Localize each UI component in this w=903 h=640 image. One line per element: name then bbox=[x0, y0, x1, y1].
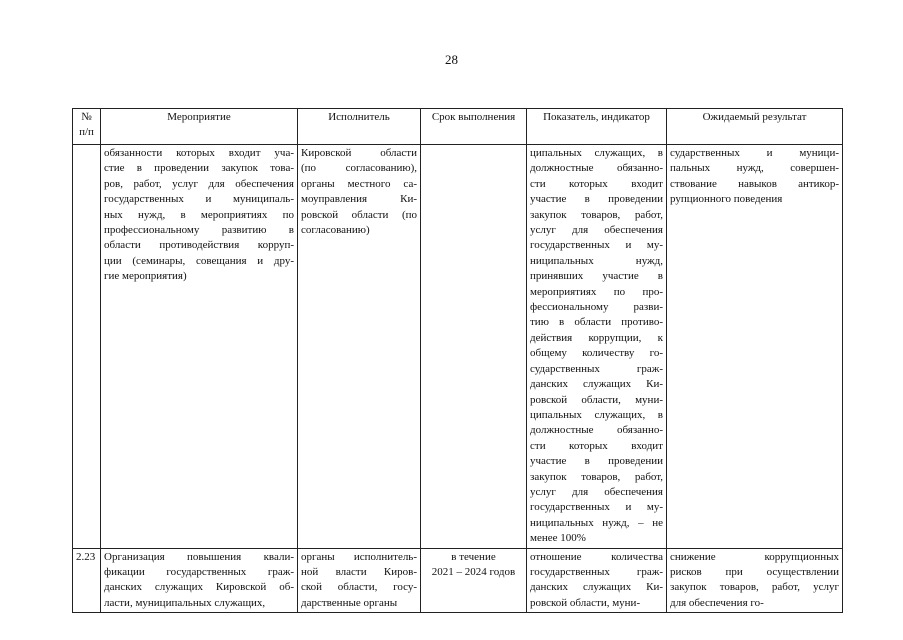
cell-line: сти которых входит bbox=[530, 177, 663, 190]
cell-line: закупок товаров, работ, bbox=[530, 470, 663, 483]
cell-line: мероприятиях по про- bbox=[530, 285, 663, 298]
cell-line: ной власти Киров- bbox=[301, 565, 417, 578]
cell-line: органы исполнитель- bbox=[301, 550, 417, 563]
cell-line: услуг для обеспечения bbox=[530, 224, 663, 237]
cell-line: согласованию) bbox=[301, 224, 370, 237]
cell-line: государственных граж- bbox=[530, 565, 663, 578]
cell-line: Кировской области bbox=[301, 147, 417, 159]
cell-line: снижение коррупционных bbox=[670, 550, 839, 563]
cell-line: государственных и му- bbox=[530, 239, 663, 252]
cell-line: области противодействия корруп- bbox=[104, 239, 294, 252]
cell-line: ниципальных нужд, bbox=[530, 254, 663, 267]
cell-line: органы местного са- bbox=[301, 177, 417, 190]
cell-line: профессиональному развитию в bbox=[104, 224, 294, 237]
cell-line: ласти, муниципальных служащих, bbox=[104, 596, 266, 609]
cell-line: участие в проведении bbox=[530, 193, 663, 206]
cell-line: закупок товаров, работ, услуг bbox=[670, 581, 839, 594]
row2-indicator bbox=[527, 548, 667, 613]
cell-line: данских служащих Кировской об- bbox=[104, 581, 294, 594]
cell-line: участие в проведении bbox=[530, 455, 663, 468]
cell-line: должностные обязанно- bbox=[530, 424, 663, 437]
header-num: № п/п bbox=[73, 109, 101, 145]
row2-deadline bbox=[421, 548, 527, 613]
cell-line: закупок товаров, работ, bbox=[530, 208, 663, 221]
header-executor: Исполнитель bbox=[298, 109, 421, 145]
cell-line: государственных и муниципаль- bbox=[104, 193, 294, 206]
row2-num: 2.23 bbox=[73, 548, 101, 613]
cell-line: фикации государственных граж- bbox=[104, 565, 294, 578]
cell-line: фессиональному разви- bbox=[530, 301, 663, 314]
cell-line: ниципальных нужд, – не bbox=[530, 516, 663, 529]
cell-line: услуг для обеспечения bbox=[530, 485, 663, 498]
header-deadline: Срок выполнения bbox=[421, 109, 527, 145]
cell-line: данских служащих Ки- bbox=[530, 581, 663, 594]
cell-line: дарственные органы bbox=[301, 596, 398, 609]
cell-line: ципальных служащих, в bbox=[530, 147, 663, 159]
cell-line: действия коррупции, к bbox=[530, 331, 663, 344]
header-result: Ожидаемый результат bbox=[667, 109, 843, 145]
cell-line: ровской области, муни- bbox=[530, 393, 663, 406]
cell-line: пальных нужд, совершен- bbox=[670, 162, 839, 175]
row2-result bbox=[667, 548, 843, 613]
table-row bbox=[73, 145, 843, 549]
cell-line: сти которых входит bbox=[530, 439, 663, 452]
cell-line: ровской области, муни- bbox=[530, 596, 641, 609]
row2-executor bbox=[298, 548, 421, 613]
cell-line: данских служащих Ки- bbox=[530, 378, 663, 391]
cell-line: в течение bbox=[451, 550, 496, 563]
row1-num bbox=[73, 145, 101, 549]
cell-line: менее 100% bbox=[530, 532, 586, 545]
cell-line: сударственных граж- bbox=[530, 362, 663, 375]
page-number: 28 bbox=[445, 52, 458, 67]
cell-line: ской области, госу- bbox=[301, 581, 417, 594]
cell-line: ров, работ, услуг для обеспечения bbox=[104, 177, 294, 190]
cell-line: сударственных и муници- bbox=[670, 147, 839, 159]
measures-table bbox=[72, 108, 843, 613]
row1-deadline bbox=[421, 145, 527, 549]
row2-event bbox=[101, 548, 298, 613]
cell-line: стие в проведении закупок това- bbox=[104, 162, 294, 175]
cell-line: ровской области (по bbox=[301, 208, 417, 221]
cell-line: обязанности которых входит уча- bbox=[104, 147, 294, 159]
cell-line: ствование навыков антикор- bbox=[670, 177, 839, 190]
cell-line: ции (семинары, совещания и дру- bbox=[104, 254, 294, 267]
cell-line: отношение количества bbox=[530, 550, 663, 563]
cell-line: Организация повышения квали- bbox=[104, 550, 294, 563]
cell-line: гие мероприятия) bbox=[104, 270, 187, 283]
cell-line: рисков при осуществлении bbox=[670, 565, 839, 578]
cell-line: общему количеству го- bbox=[530, 347, 663, 360]
cell-line: ципальных служащих, в bbox=[530, 408, 663, 421]
cell-line: ных нужд, в мероприятиях по bbox=[104, 208, 294, 221]
cell-line: государственных и му- bbox=[530, 501, 663, 514]
cell-line: для обеспечения го- bbox=[670, 596, 764, 609]
header-event: Мероприятие bbox=[101, 109, 298, 145]
table-row bbox=[73, 548, 843, 613]
cell-line: моуправления Ки- bbox=[301, 193, 417, 206]
cell-line: тию в области противо- bbox=[530, 316, 663, 329]
row1-executor bbox=[298, 145, 421, 549]
cell-line: должностные обязанно- bbox=[530, 162, 663, 175]
table-header-row bbox=[73, 109, 843, 145]
row1-indicator bbox=[527, 145, 667, 549]
row1-result bbox=[667, 145, 843, 549]
row1-event bbox=[101, 145, 298, 549]
cell-line: 2021 – 2024 годов bbox=[431, 565, 516, 578]
cell-line: принявших участие в bbox=[530, 270, 663, 283]
header-indicator: Показатель, индикатор bbox=[527, 109, 667, 145]
cell-line: рупционного поведения bbox=[670, 193, 783, 206]
cell-line: (по согласованию), bbox=[301, 162, 417, 175]
